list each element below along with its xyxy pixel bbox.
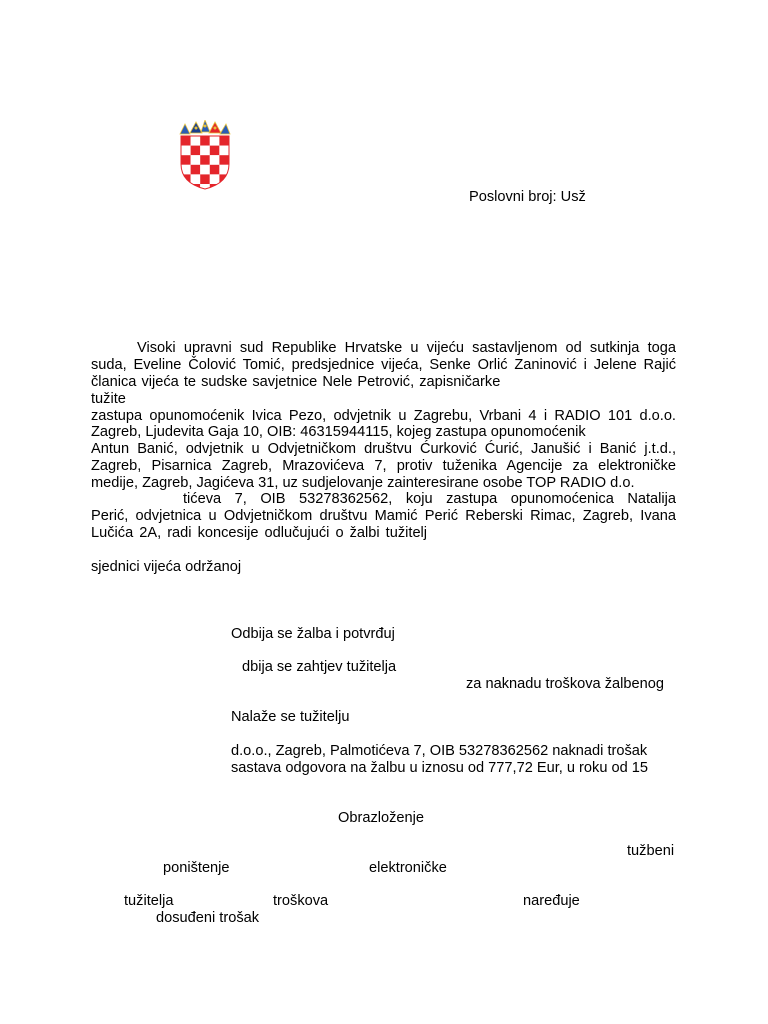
verdict-item-3: Nalaže se tužitelju xyxy=(231,709,350,725)
word-tuzbeni: tužbeni xyxy=(627,843,675,859)
shield-square xyxy=(200,146,210,156)
word-troskova: troškova xyxy=(273,893,329,909)
shield-square xyxy=(191,165,201,175)
intro-line-8: Zagreb, Pisarnica Zagreb, Mrazovićeva 7, protiv tuženika Agencije za elektroničke xyxy=(91,458,676,474)
shield-square xyxy=(181,146,191,156)
intro-line-6: Zagreb, Ljudevita Gaja 10, OIB: 46315944115, kojeg zastupa opunomoćenik xyxy=(91,424,586,440)
shield-square xyxy=(200,136,210,146)
croatian-coat-of-arms-icon xyxy=(176,120,234,190)
case-number-label: Poslovni broj: Usž xyxy=(469,189,586,205)
shield-square xyxy=(210,165,220,175)
word-ponistenje: poništenje xyxy=(163,860,230,876)
intro-line-12: Lučića 2A, radi koncesije odlučujući o žalbi tužitelj xyxy=(91,525,428,541)
shield-square xyxy=(210,136,220,146)
intro-line-9: medije, Zagreb, Jagićeva 31, uz sudjelovanje zainteresirane osobe TOP RADIO d.o. xyxy=(91,475,635,491)
word-nareduje: naređuje xyxy=(523,893,580,909)
shield-square xyxy=(210,155,220,165)
shield-square xyxy=(200,174,210,184)
coat-of-arms-emblem xyxy=(176,120,234,190)
verdict-item-2b: za naknadu troškova žalbenog xyxy=(466,676,664,692)
intro-line-11: Perić, odvjetnica u Odvjetničkom društvu Mamić Perić Reberski Rimac, Zagreb, Ivana xyxy=(91,508,676,524)
shield-square xyxy=(200,155,210,165)
shield-square xyxy=(181,155,191,165)
intro-line-3: članica vijeća te sudske savjetnice Nele Petrović, zapisničarke xyxy=(91,374,501,390)
shield-square xyxy=(219,136,229,146)
reasoning-heading: Obrazloženje xyxy=(338,810,424,826)
shield-square xyxy=(191,155,201,165)
shield-square xyxy=(200,165,210,175)
verdict-item-4a: d.o.o., Zagreb, Palmotićeva 7, OIB 53278362562 naknadi trošak xyxy=(231,743,648,759)
verdict-item-4b: sastava odgovora na žalbu u iznosu od 777,72 Eur, u roku od 15 xyxy=(231,760,649,776)
shield-square xyxy=(219,174,229,184)
intro-line-2: suda, Eveline Čolović Tomić, predsjednice vijeća, Senke Orlić Zaninović i Jelene Rajić xyxy=(91,357,676,373)
intro-line-7: Antun Banić, odvjetnik u Odvjetničkom društvu Ćurković Ćurić, Janušić i Banić j.t.d., xyxy=(91,441,676,457)
shield-square xyxy=(181,174,191,184)
shield-square xyxy=(210,146,220,156)
intro-line-10: tićeva 7, OIB 53278362562, koju zastupa opunomoćenica Natalija xyxy=(183,491,676,507)
verdict-item-2: dbija se zahtjev tužitelja xyxy=(242,659,397,675)
shield-square xyxy=(219,184,229,190)
shield-square xyxy=(191,174,201,184)
shield-square xyxy=(191,146,201,156)
shield-square xyxy=(181,184,191,190)
word-dosudeni-trosak: dosuđeni trošak xyxy=(156,910,260,926)
shield-square xyxy=(219,146,229,156)
intro-line-5: zastupa opunomoćenik Ivica Pezo, odvjetnik u Zagrebu, Vrbani 4 i RADIO 101 d.o.o. xyxy=(91,408,676,424)
intro-line-4: tužite xyxy=(91,391,126,407)
shield-square xyxy=(191,136,201,146)
shield-square xyxy=(219,155,229,165)
word-elektronicke: elektroničke xyxy=(369,860,447,876)
intro-line-1: Visoki upravni sud Republike Hrvatske u vijeću sastavljenom od sutkinja toga xyxy=(137,340,676,356)
intro-line-13: sjednici vijeća održanoj xyxy=(91,559,242,575)
shield-square xyxy=(181,136,191,146)
verdict-item-1: Odbija se žalba i potvrđuj xyxy=(231,626,395,642)
word-tuzitelja: tužitelja xyxy=(124,893,174,909)
shield-square xyxy=(210,174,220,184)
